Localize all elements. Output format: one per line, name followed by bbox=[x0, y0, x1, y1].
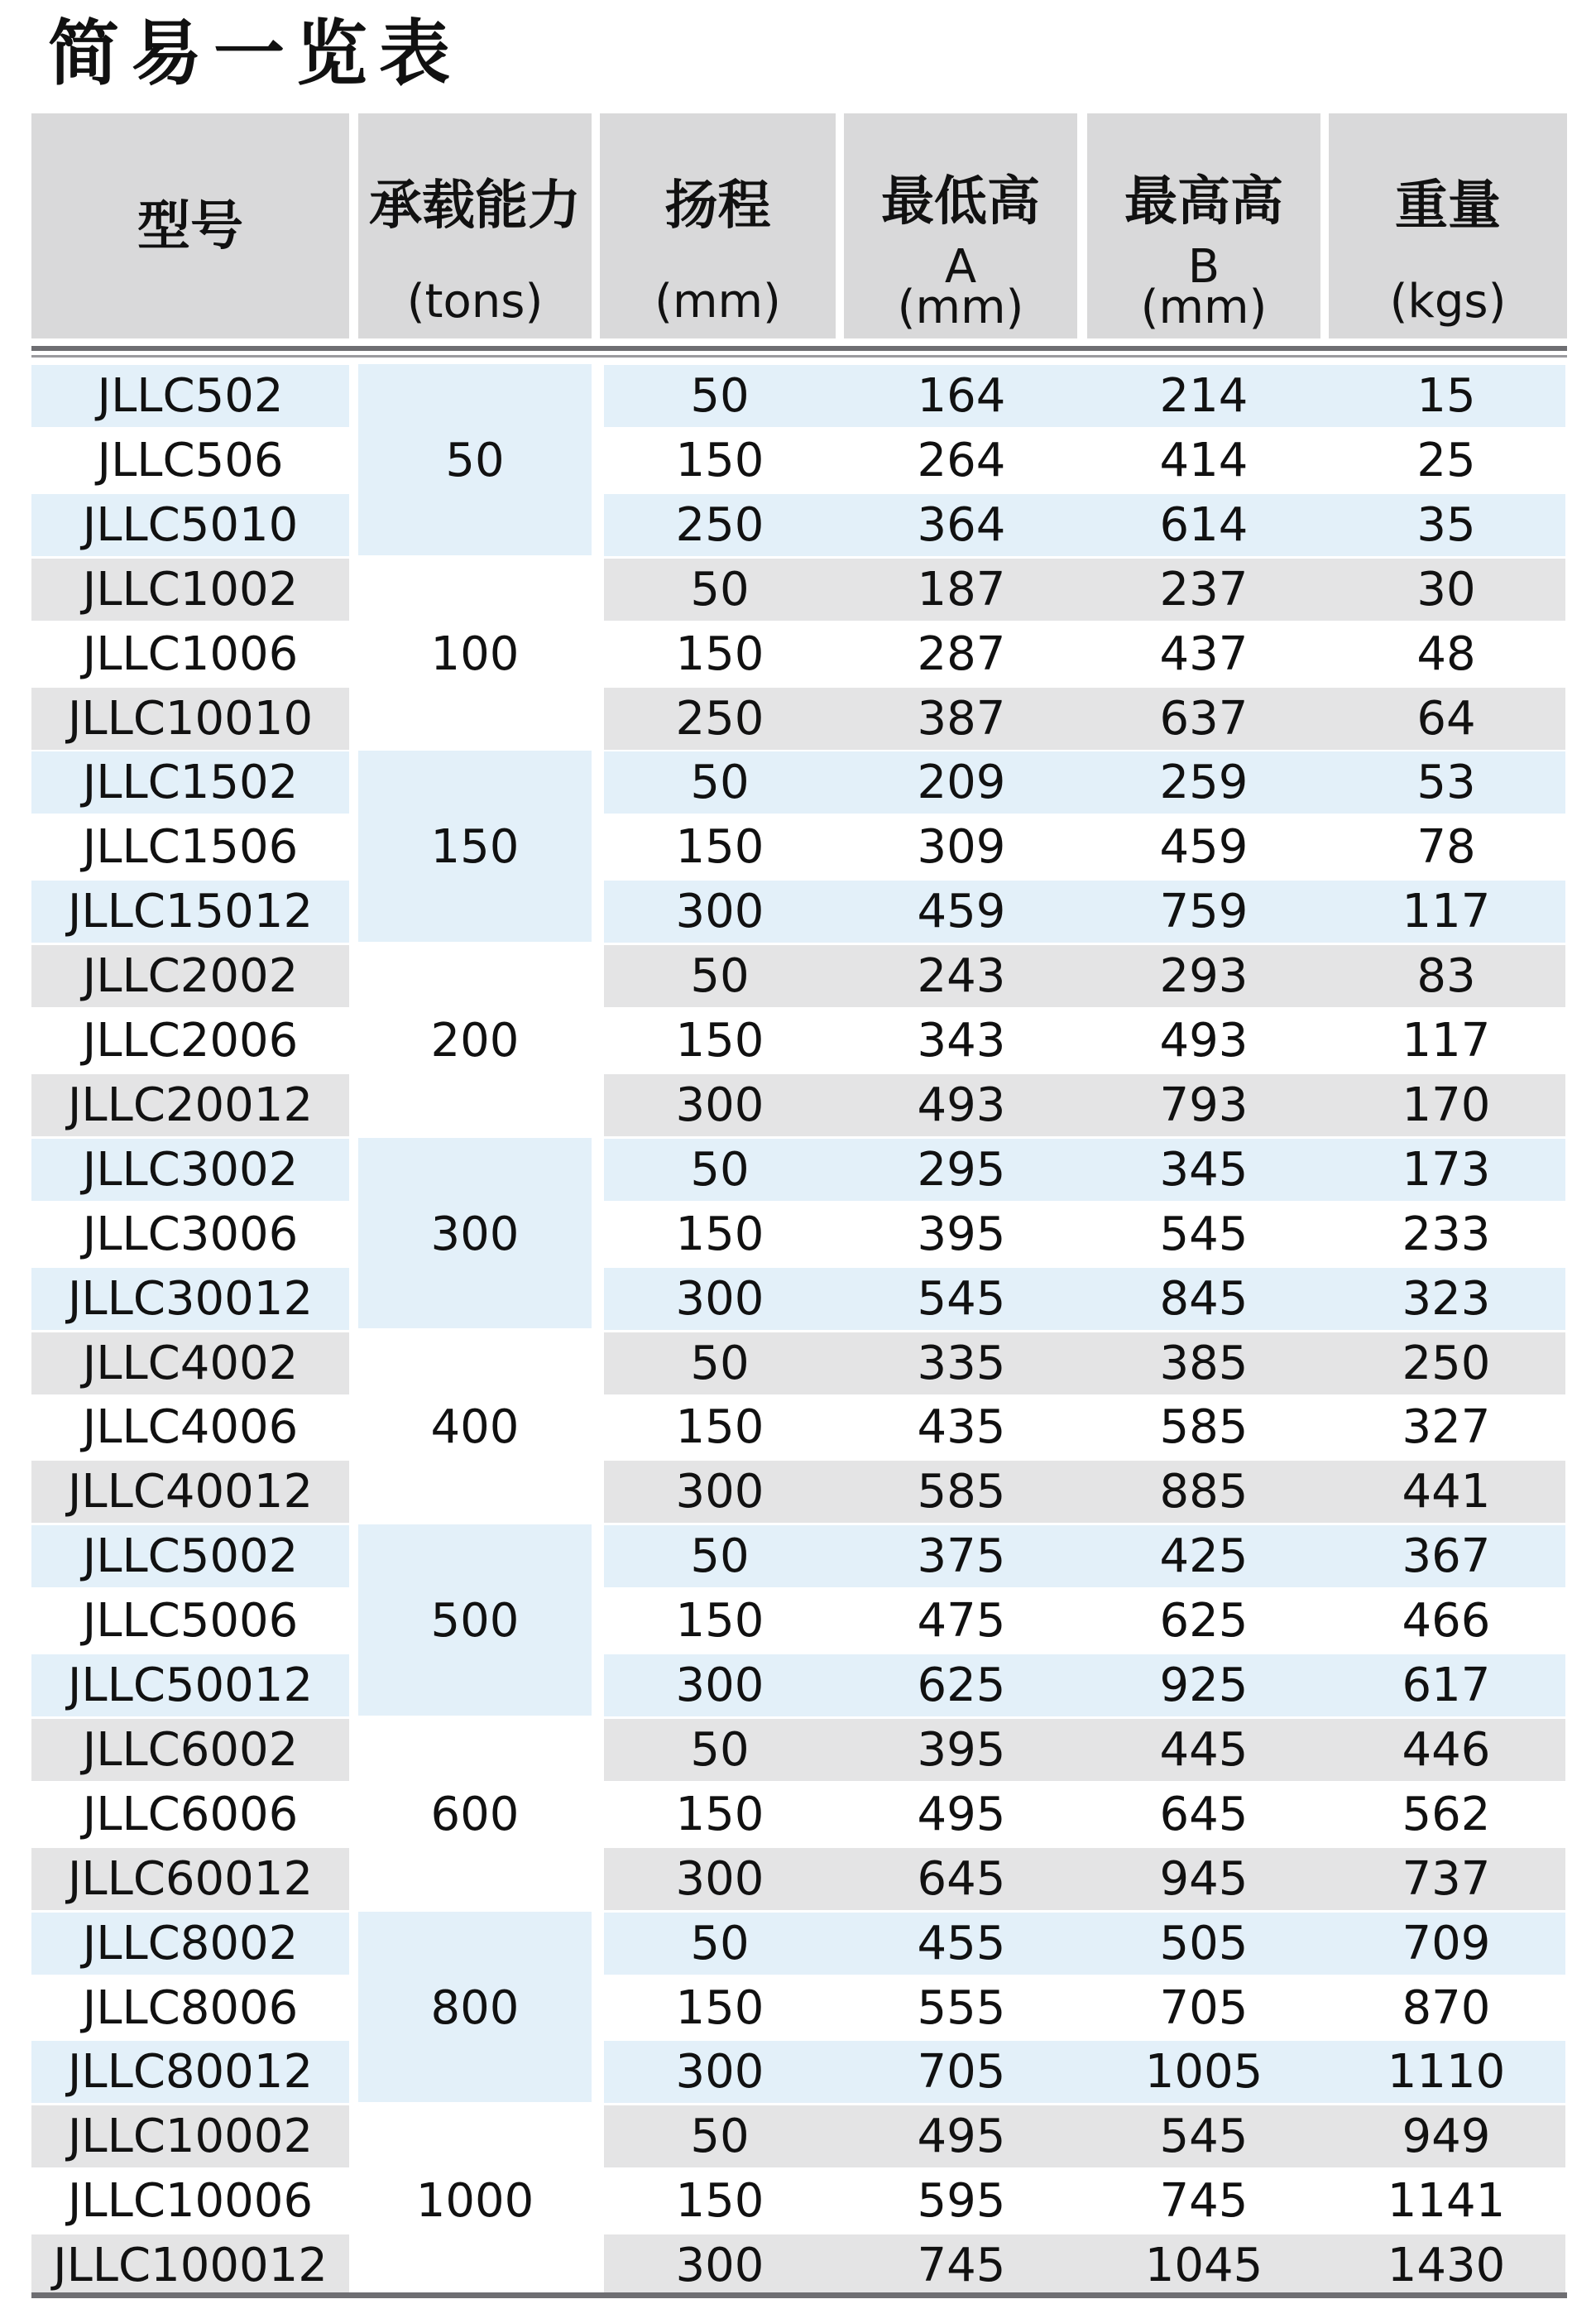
cell-weight: 53 bbox=[1416, 756, 1476, 810]
cell-stroke: 300 bbox=[675, 1658, 764, 1712]
cell-weight: 367 bbox=[1402, 1529, 1491, 1584]
cell-weight: 617 bbox=[1402, 1658, 1491, 1712]
cell-max-height: 459 bbox=[1159, 820, 1249, 875]
cell-weight: 15 bbox=[1416, 369, 1476, 423]
header-max-height-label: 最高高 bbox=[1124, 171, 1283, 233]
header-capacity-unit: (tons) bbox=[406, 275, 544, 329]
cell-model: JLLC10002 bbox=[67, 2110, 314, 2164]
cell-stroke: 150 bbox=[675, 1207, 764, 1261]
cell-weight: 1141 bbox=[1387, 2174, 1506, 2229]
cell-capacity: 800 bbox=[430, 1980, 520, 2035]
cell-stroke: 150 bbox=[675, 820, 764, 875]
cell-min-height: 495 bbox=[917, 1787, 1006, 1841]
cell-max-height: 414 bbox=[1159, 433, 1249, 487]
cell-max-height: 437 bbox=[1159, 626, 1249, 681]
cell-weight: 83 bbox=[1416, 949, 1476, 1004]
cell-min-height: 243 bbox=[917, 949, 1006, 1004]
cell-max-height: 945 bbox=[1159, 1851, 1249, 1906]
header-weight-unit: (kgs) bbox=[1389, 275, 1507, 329]
cell-stroke: 150 bbox=[675, 626, 764, 681]
cell-min-height: 364 bbox=[917, 497, 1006, 552]
cell-capacity: 200 bbox=[430, 1014, 520, 1068]
cell-weight: 117 bbox=[1402, 885, 1491, 939]
cell-min-height: 164 bbox=[917, 369, 1006, 423]
cell-model: JLLC5002 bbox=[82, 1529, 299, 1584]
cell-weight: 117 bbox=[1402, 1014, 1491, 1068]
header-min-height-label: 最低高 bbox=[881, 171, 1040, 233]
cell-stroke: 50 bbox=[690, 1916, 750, 1970]
cell-weight: 170 bbox=[1402, 1078, 1491, 1132]
cell-weight: 562 bbox=[1402, 1787, 1491, 1841]
cell-model: JLLC100012 bbox=[53, 2239, 328, 2293]
cell-max-height: 845 bbox=[1159, 1271, 1249, 1326]
cell-model: JLLC20012 bbox=[67, 1078, 314, 1132]
cell-stroke: 300 bbox=[675, 1851, 764, 1906]
header-min-height-letter: A bbox=[944, 240, 977, 294]
cell-stroke: 150 bbox=[675, 1014, 764, 1068]
cell-weight: 30 bbox=[1416, 562, 1476, 617]
cell-min-height: 335 bbox=[917, 1336, 1006, 1390]
table-bottom-rule bbox=[31, 2292, 1567, 2298]
cell-stroke: 50 bbox=[690, 1722, 750, 1777]
cell-model: JLLC502 bbox=[97, 369, 284, 423]
cell-model: JLLC15012 bbox=[67, 885, 314, 939]
cell-capacity: 300 bbox=[430, 1207, 520, 1261]
cell-min-height: 475 bbox=[917, 1594, 1006, 1649]
cell-max-height: 585 bbox=[1159, 1400, 1249, 1455]
cell-stroke: 300 bbox=[675, 2239, 764, 2293]
cell-weight: 737 bbox=[1402, 1851, 1491, 1906]
cell-model: JLLC506 bbox=[97, 433, 284, 487]
cell-weight: 78 bbox=[1416, 820, 1476, 875]
cell-min-height: 395 bbox=[917, 1722, 1006, 1777]
cell-max-height: 545 bbox=[1159, 1207, 1249, 1261]
cell-stroke: 250 bbox=[675, 691, 764, 746]
cell-stroke: 150 bbox=[675, 1787, 764, 1841]
cell-model: JLLC4002 bbox=[82, 1336, 299, 1390]
cell-stroke: 50 bbox=[690, 1336, 750, 1390]
cell-weight: 25 bbox=[1416, 433, 1476, 487]
header-stroke-label: 扬程 bbox=[664, 175, 771, 237]
cell-max-height: 545 bbox=[1159, 2110, 1249, 2164]
cell-weight: 64 bbox=[1416, 691, 1476, 746]
cell-min-height: 264 bbox=[917, 433, 1006, 487]
cell-model: JLLC30012 bbox=[67, 1271, 314, 1326]
cell-max-height: 445 bbox=[1159, 1722, 1249, 1777]
cell-min-height: 625 bbox=[917, 1658, 1006, 1712]
cell-stroke: 250 bbox=[675, 497, 764, 552]
cell-stroke: 50 bbox=[690, 562, 750, 617]
cell-min-height: 395 bbox=[917, 1207, 1006, 1261]
header-max-height-unit: (mm) bbox=[1140, 281, 1268, 334]
cell-min-height: 459 bbox=[917, 885, 1006, 939]
cell-model: JLLC10006 bbox=[67, 2174, 314, 2229]
cell-weight: 949 bbox=[1402, 2110, 1491, 2164]
cell-model: JLLC1006 bbox=[82, 626, 299, 681]
cell-max-height: 493 bbox=[1159, 1014, 1249, 1068]
header-max-height-letter: B bbox=[1187, 240, 1220, 294]
cell-model: JLLC40012 bbox=[67, 1465, 314, 1519]
cell-stroke: 300 bbox=[675, 1465, 764, 1519]
cell-model: JLLC3006 bbox=[82, 1207, 299, 1261]
cell-model: JLLC2002 bbox=[82, 949, 299, 1004]
cell-max-height: 345 bbox=[1159, 1142, 1249, 1197]
cell-capacity: 1000 bbox=[415, 2174, 534, 2229]
header-weight-label: 重量 bbox=[1395, 175, 1501, 237]
cell-max-height: 745 bbox=[1159, 2174, 1249, 2229]
cell-min-height: 545 bbox=[917, 1271, 1006, 1326]
cell-max-height: 1005 bbox=[1144, 2045, 1263, 2100]
cell-min-height: 495 bbox=[917, 2110, 1006, 2164]
cell-min-height: 295 bbox=[917, 1142, 1006, 1197]
cell-weight: 441 bbox=[1402, 1465, 1491, 1519]
cell-stroke: 50 bbox=[690, 369, 750, 423]
cell-model: JLLC5010 bbox=[82, 497, 299, 552]
cell-model: JLLC1502 bbox=[82, 756, 299, 810]
cell-max-height: 259 bbox=[1159, 756, 1249, 810]
cell-max-height: 214 bbox=[1159, 369, 1249, 423]
cell-stroke: 300 bbox=[675, 1271, 764, 1326]
cell-max-height: 793 bbox=[1159, 1078, 1249, 1132]
cell-min-height: 375 bbox=[917, 1529, 1006, 1584]
cell-min-height: 595 bbox=[917, 2174, 1006, 2229]
cell-capacity: 400 bbox=[430, 1400, 520, 1455]
cell-model: JLLC5006 bbox=[82, 1594, 299, 1649]
cell-max-height: 637 bbox=[1159, 691, 1249, 746]
cell-model: JLLC50012 bbox=[67, 1658, 314, 1712]
page-title: 简易一览表 bbox=[48, 12, 462, 95]
cell-stroke: 150 bbox=[675, 2174, 764, 2229]
cell-weight: 327 bbox=[1402, 1400, 1491, 1455]
cell-max-height: 759 bbox=[1159, 885, 1249, 939]
cell-weight: 1430 bbox=[1387, 2239, 1506, 2293]
cell-model: JLLC4006 bbox=[82, 1400, 299, 1455]
cell-stroke: 150 bbox=[675, 1594, 764, 1649]
cell-max-height: 237 bbox=[1159, 562, 1249, 617]
cell-stroke: 50 bbox=[690, 1142, 750, 1197]
header-model-label: 型号 bbox=[137, 196, 243, 257]
cell-min-height: 309 bbox=[917, 820, 1006, 875]
cell-stroke: 300 bbox=[675, 885, 764, 939]
cell-max-height: 385 bbox=[1159, 1336, 1249, 1390]
cell-model: JLLC2006 bbox=[82, 1014, 299, 1068]
cell-max-height: 625 bbox=[1159, 1594, 1249, 1649]
cell-stroke: 150 bbox=[675, 1980, 764, 2035]
header-stroke-unit: (mm) bbox=[654, 275, 781, 329]
cell-model: JLLC1506 bbox=[82, 820, 299, 875]
cell-min-height: 435 bbox=[917, 1400, 1006, 1455]
cell-max-height: 614 bbox=[1159, 497, 1249, 552]
header-capacity-label: 承载能力 bbox=[369, 175, 581, 237]
cell-capacity: 50 bbox=[445, 433, 505, 487]
cell-model: JLLC6006 bbox=[82, 1787, 299, 1841]
cell-min-height: 209 bbox=[917, 756, 1006, 810]
cell-weight: 323 bbox=[1402, 1271, 1491, 1326]
header-min-height-unit: (mm) bbox=[897, 281, 1024, 334]
cell-stroke: 50 bbox=[690, 756, 750, 810]
cell-weight: 48 bbox=[1416, 626, 1476, 681]
cell-stroke: 300 bbox=[675, 2045, 764, 2100]
cell-min-height: 585 bbox=[917, 1465, 1006, 1519]
cell-weight: 466 bbox=[1402, 1594, 1491, 1649]
cell-max-height: 925 bbox=[1159, 1658, 1249, 1712]
cell-min-height: 387 bbox=[917, 691, 1006, 746]
cell-model: JLLC8006 bbox=[82, 1980, 299, 2035]
cell-weight: 446 bbox=[1402, 1722, 1491, 1777]
cell-weight: 233 bbox=[1402, 1207, 1491, 1261]
cell-min-height: 493 bbox=[917, 1078, 1006, 1132]
cell-weight: 35 bbox=[1416, 497, 1476, 552]
cell-stroke: 150 bbox=[675, 433, 764, 487]
cell-max-height: 293 bbox=[1159, 949, 1249, 1004]
cell-stroke: 50 bbox=[690, 949, 750, 1004]
cell-min-height: 455 bbox=[917, 1916, 1006, 1970]
cell-stroke: 50 bbox=[690, 2110, 750, 2164]
cell-capacity: 150 bbox=[430, 820, 520, 875]
cell-weight: 250 bbox=[1402, 1336, 1491, 1390]
cell-stroke: 300 bbox=[675, 1078, 764, 1132]
cell-weight: 709 bbox=[1402, 1916, 1491, 1970]
cell-stroke: 50 bbox=[690, 1529, 750, 1584]
cell-model: JLLC8002 bbox=[82, 1916, 299, 1970]
cell-weight: 173 bbox=[1402, 1142, 1491, 1197]
cell-min-height: 745 bbox=[917, 2239, 1006, 2293]
cell-max-height: 425 bbox=[1159, 1529, 1249, 1584]
cell-model: JLLC6002 bbox=[82, 1722, 299, 1777]
cell-capacity: 100 bbox=[430, 626, 520, 681]
cell-model: JLLC80012 bbox=[67, 2045, 314, 2100]
cell-min-height: 645 bbox=[917, 1851, 1006, 1906]
cell-weight: 870 bbox=[1402, 1980, 1491, 2035]
cell-min-height: 187 bbox=[917, 562, 1006, 617]
cell-capacity: 500 bbox=[430, 1594, 520, 1649]
cell-max-height: 645 bbox=[1159, 1787, 1249, 1841]
cell-max-height: 505 bbox=[1159, 1916, 1249, 1970]
cell-min-height: 555 bbox=[917, 1980, 1006, 2035]
cell-max-height: 885 bbox=[1159, 1465, 1249, 1519]
cell-stroke: 150 bbox=[675, 1400, 764, 1455]
cell-capacity: 600 bbox=[430, 1787, 520, 1841]
cell-model: JLLC3002 bbox=[82, 1142, 299, 1197]
cell-min-height: 343 bbox=[917, 1014, 1006, 1068]
cell-model: JLLC1002 bbox=[82, 562, 299, 617]
cell-max-height: 1045 bbox=[1144, 2239, 1263, 2293]
cell-min-height: 705 bbox=[917, 2045, 1006, 2100]
cell-min-height: 287 bbox=[917, 626, 1006, 681]
cell-model: JLLC60012 bbox=[67, 1851, 314, 1906]
cell-max-height: 705 bbox=[1159, 1980, 1249, 2035]
cell-weight: 1110 bbox=[1387, 2045, 1506, 2100]
cell-model: JLLC10010 bbox=[67, 691, 314, 746]
